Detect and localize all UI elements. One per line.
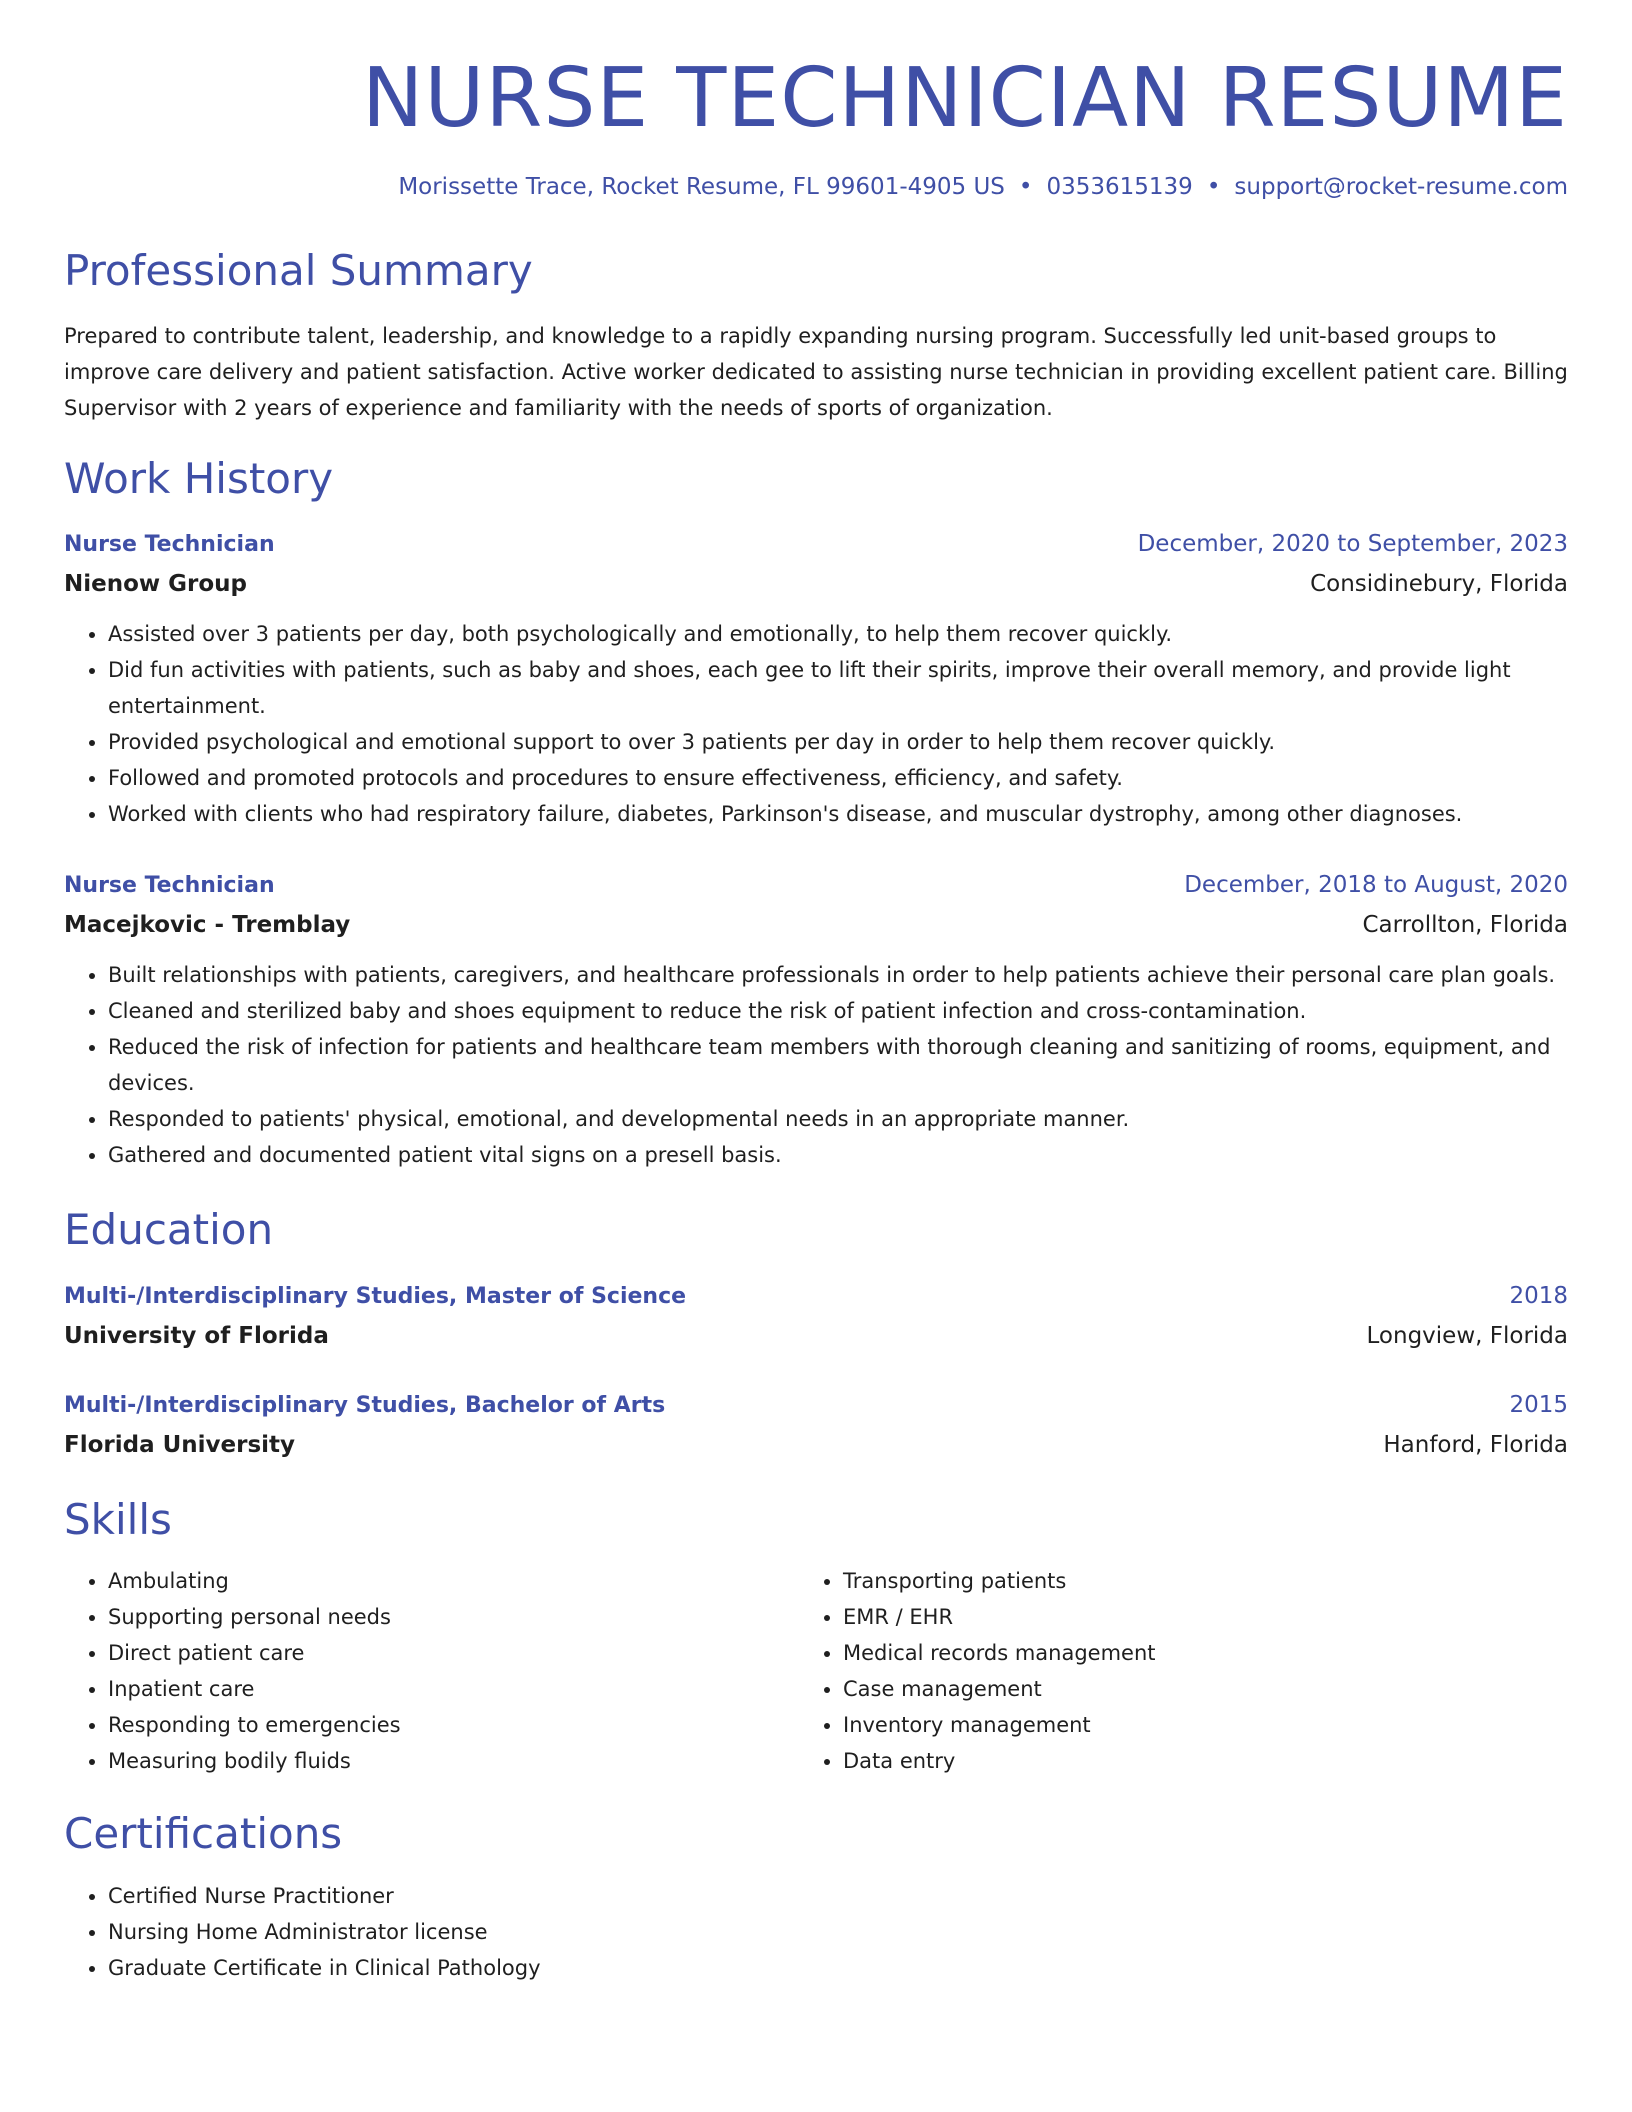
job-company: Nienow Group xyxy=(64,570,248,597)
job-dates: December, 2018 to August, 2020 xyxy=(1184,871,1568,898)
education-school: University of Florida xyxy=(64,1323,329,1350)
list-item: • Direct patient care xyxy=(108,1635,799,1671)
job-entry xyxy=(64,866,1568,1173)
resume-header xyxy=(64,52,1568,202)
list-item: • Cleaned and sterilized baby and shoes equipment to reduce the risk of patient infection and cross-contamination. xyxy=(108,993,1568,1029)
section-title-summary: Professional Summary xyxy=(64,245,533,295)
contact-email[interactable]: support@rocket-resume.com xyxy=(1234,174,1568,201)
education-degree-row xyxy=(64,1277,1568,1316)
education-degree-row xyxy=(64,1386,1568,1425)
education-school: Florida University xyxy=(64,1432,296,1459)
contact-phone: 0353615139 xyxy=(1046,174,1193,201)
list-item: • Case management xyxy=(843,1671,1534,1707)
job-company-row xyxy=(64,905,1568,945)
education-section xyxy=(64,1205,1568,1465)
education-location: Hanford, Florida xyxy=(1383,1432,1568,1459)
contact-line xyxy=(64,174,1568,202)
summary-text: Prepared to contribute talent, leadership, and knowledge to a rapidly expanding nursing program. Successfully led unit-based groups to improve care delivery and patient satisfaction. Active worker dedicated to assisting nurse technician in providing excellent patient care. Billing Supervisor with 2 years of experience and familiarity with the needs of sports of organization. xyxy=(64,324,1568,421)
job-company: Macejkovic - Tremblay xyxy=(64,911,351,938)
education-degree: Multi-/Interdisciplinary Studies, Bachelor of Arts xyxy=(64,1393,666,1419)
job-bullet-list xyxy=(64,616,1568,832)
section-title-skills: Skills xyxy=(64,1495,172,1545)
education-year: 2018 xyxy=(1509,1283,1568,1310)
work-history-section xyxy=(64,454,1568,1172)
list-item: • Supporting personal needs xyxy=(108,1599,799,1635)
job-location: Considinebury, Florida xyxy=(1310,570,1568,597)
education-degree: Multi-/Interdisciplinary Studies, Master of Science xyxy=(64,1284,687,1310)
list-item: • Inpatient care xyxy=(108,1671,799,1707)
list-item: • Reduced the risk of infection for patients and healthcare team members with thorough cleaning and sanitizing of rooms, equipment, and devices. xyxy=(108,1029,1568,1101)
list-item: • Transporting patients xyxy=(843,1563,1534,1599)
list-item: • Graduate Certificate in Clinical Pathology xyxy=(108,1950,1568,1986)
list-item: • Provided psychological and emotional support to over 3 patients per day in order to help them recover quickly. xyxy=(108,724,1568,760)
education-entry xyxy=(64,1386,1568,1465)
contact-address: Morissette Trace, Rocket Resume, FL 99601-4905 US xyxy=(398,174,1005,201)
list-item: • Worked with clients who had respiratory failure, diabetes, Parkinson's disease, and muscular dystrophy, among other diagnoses. xyxy=(108,796,1568,832)
certifications-list xyxy=(64,1878,1568,1986)
section-title-certifications: Certifications xyxy=(64,1809,343,1859)
list-item: • EMR / EHR xyxy=(843,1599,1534,1635)
job-location: Carrollton, Florida xyxy=(1362,911,1568,938)
list-item: • Responding to emergencies xyxy=(108,1707,799,1743)
list-item: • Data entry xyxy=(843,1743,1534,1779)
list-item: • Assisted over 3 patients per day, both psychologically and emotionally, to help them recover quickly. xyxy=(108,616,1568,652)
certifications-section xyxy=(64,1809,1568,1985)
list-item: • Medical records management xyxy=(843,1635,1534,1671)
job-header-row xyxy=(64,525,1568,564)
job-bullet-list xyxy=(64,957,1568,1173)
job-role: Nurse Technician xyxy=(64,872,275,898)
job-header-row xyxy=(64,866,1568,905)
job-entry xyxy=(64,525,1568,832)
list-item: • Measuring bodily fluids xyxy=(108,1743,799,1779)
job-company-row xyxy=(64,564,1568,604)
resume-title: NURSE TECHNICIAN RESUME xyxy=(362,51,1568,146)
education-year: 2015 xyxy=(1509,1392,1568,1419)
skills-list-right xyxy=(799,1563,1534,1779)
list-item: • Nursing Home Administrator license xyxy=(108,1914,1568,1950)
list-item: • Gathered and documented patient vital signs on a presell basis. xyxy=(108,1137,1568,1173)
list-item: • Did fun activities with patients, such as baby and shoes, each gee to lift their spirits, improve their overall memory, and provide light entertainment. xyxy=(108,652,1568,724)
list-item: • Built relationships with patients, caregivers, and healthcare professionals in order to help patients achieve their personal care plan goals. xyxy=(108,957,1568,993)
job-dates: December, 2020 to September, 2023 xyxy=(1137,530,1568,557)
list-item: • Followed and promoted protocols and procedures to ensure effectiveness, efficiency, and safety. xyxy=(108,760,1568,796)
contact-separator: • xyxy=(1018,174,1033,201)
education-entry xyxy=(64,1277,1568,1356)
job-role: Nurse Technician xyxy=(64,531,275,557)
contact-separator: • xyxy=(1206,174,1221,201)
list-item: • Responded to patients' physical, emotional, and developmental needs in an appropriate manner. xyxy=(108,1101,1568,1137)
education-school-row xyxy=(64,1316,1568,1356)
list-item: • Certified Nurse Practitioner xyxy=(108,1878,1568,1914)
education-location: Longview, Florida xyxy=(1366,1323,1568,1350)
education-school-row xyxy=(64,1425,1568,1465)
professional-summary-section xyxy=(64,246,1568,426)
list-item: • Ambulating xyxy=(108,1563,799,1599)
skills-list-left xyxy=(64,1563,799,1779)
section-title-education: Education xyxy=(64,1204,274,1254)
section-title-work: Work History xyxy=(64,454,334,504)
skills-columns xyxy=(64,1563,1568,1779)
skills-section xyxy=(64,1495,1568,1779)
list-item: • Inventory management xyxy=(843,1707,1534,1743)
